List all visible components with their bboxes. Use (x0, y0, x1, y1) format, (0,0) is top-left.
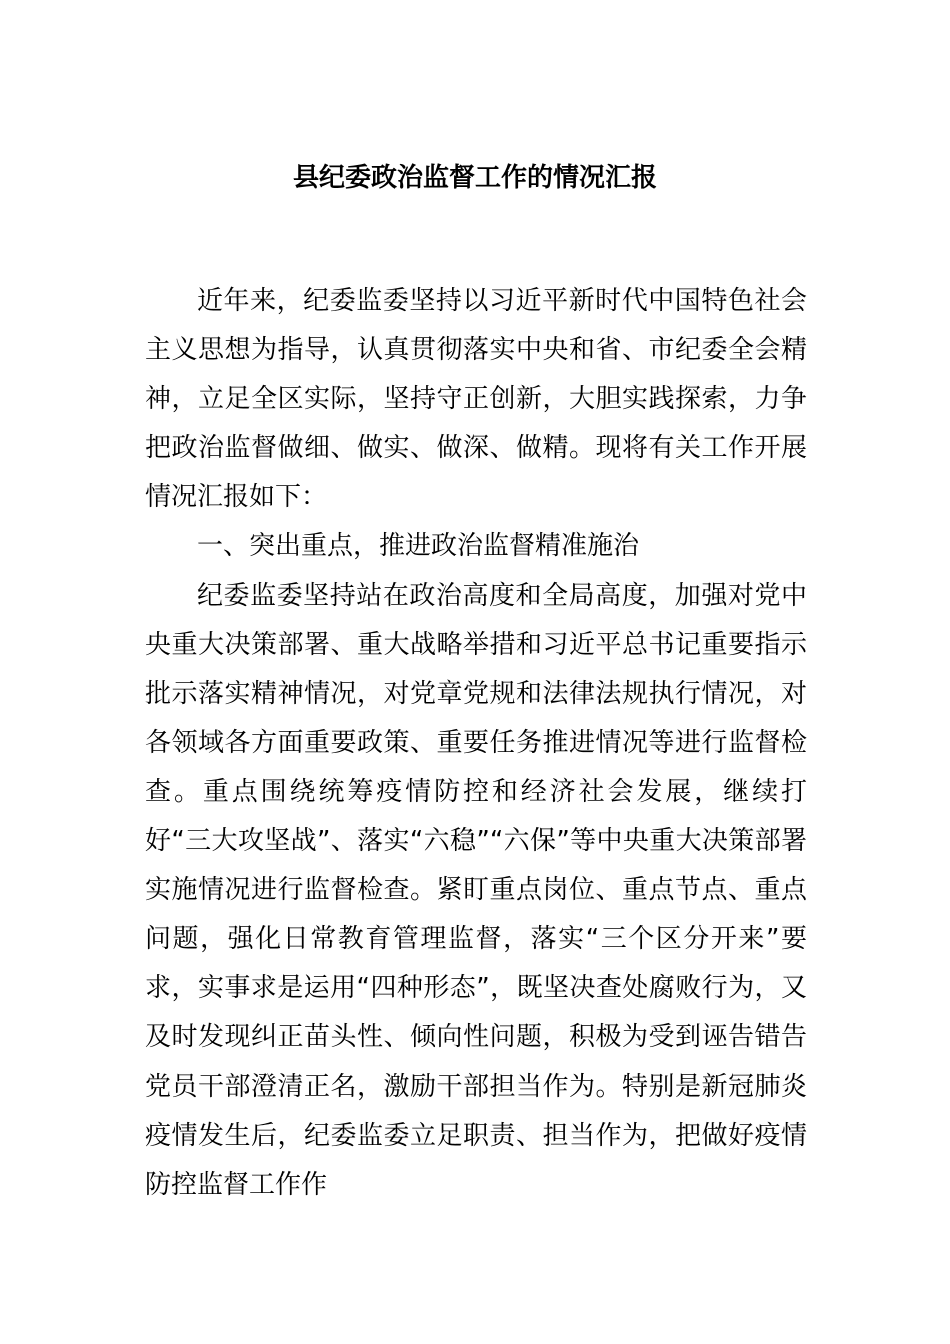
paragraph-section-1: 纪委监委坚持站在政治高度和全局高度，加强对党中央重大决策部署、重大战略举措和习近平总书记重要指示批示落实精神情况，对党章党规和法律法规执行情况，对各领域各方面重要政策、重要任务推进情况等进行监督检查。重点围绕统筹疫情防控和经济社会发展，继续打好“三大攻坚战”、落实“六稳”“六保”等中央重大决策部署实施情况进行监督检查。紧盯重点岗位、重点节点、重点问题，强化日常教育管理监督，落实“三个区分开来”要求，实事求是运用“四种形态”，既坚决查处腐败行为，又及时发现纠正苗头性、倾向性问题，积极为受到诬告错告党员干部澄清正名，激励干部担当作为。特别是新冠肺炎疫情发生后，纪委监委立足职责、担当作为，把做好疫情防控监督工作作 (145, 580, 807, 1200)
paragraph-intro: 近年来，纪委监委坚持以习近平新时代中国特色社会主义思想为指导，认真贯彻落实中央和省、市纪委全会精神，立足全区实际，坚持守正创新，大胆实践探索，力争把政治监督做细、做实、做深、做精。现将有关工作开展情况汇报如下： (145, 286, 807, 513)
document-title: 县纪委政治监督工作的情况汇报 (292, 163, 657, 193)
section-heading-1: 一、突出重点，推进政治监督精准施治 (197, 531, 640, 562)
document-body (145, 277, 807, 1210)
